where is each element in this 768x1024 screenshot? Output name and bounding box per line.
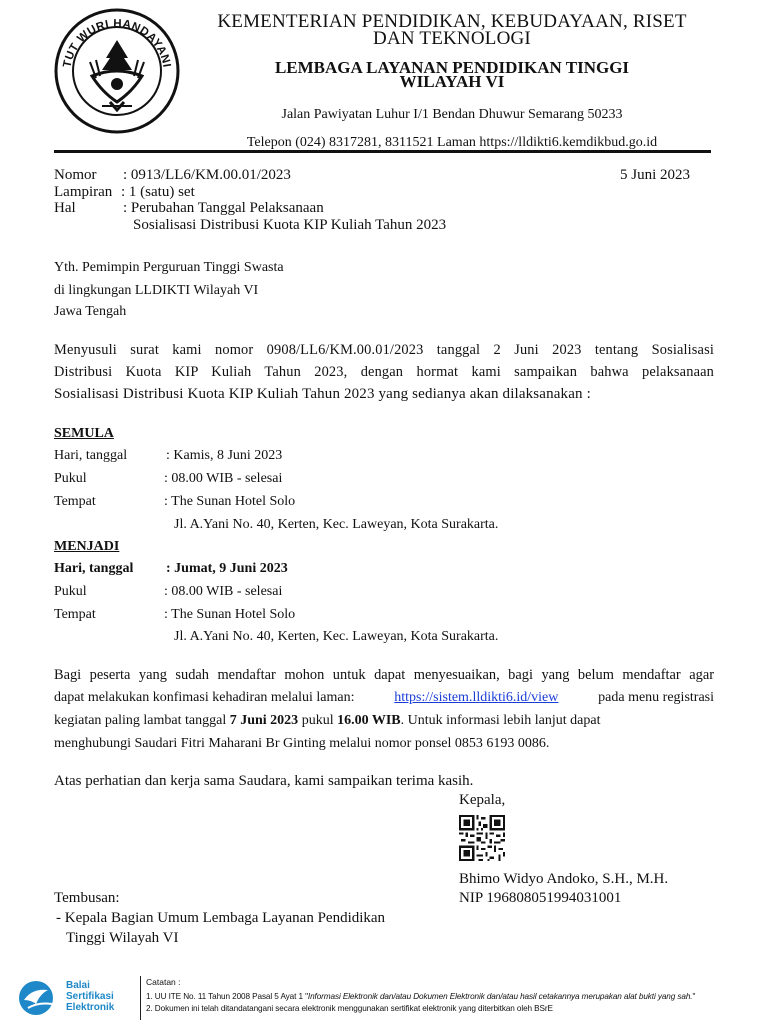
bsre-name-line2: Sertifikasi [66, 991, 114, 1002]
notice-line2 [54, 690, 714, 706]
semula-heading: SEMULA [54, 426, 114, 441]
nomor-value: : 0913/LL6/KM.00.01/2023 [123, 167, 291, 183]
signatory-title: Kepala, [459, 792, 506, 808]
notice-line1: Bagi peserta yang sudah mendaftar mohon untuk dapat menyesuaikan, bagi yang belum mendaftar agar [54, 667, 714, 683]
hal-value-line2: Sosialisasi Distribusi Kuota KIP Kuliah Tahun 2023 [133, 217, 447, 233]
signatory-name: Bhimo Widyo Andoko, S.H., M.H. [459, 871, 669, 887]
catatan-label: Catatan : [146, 977, 181, 987]
menjadi-tempat-address: Jl. A.Yani No. 40, Kerten, Kec. Laweyan, Kota Surakarta. [174, 629, 499, 644]
tembusan-line1: - Kepala Bagian Umum Lembaga Layanan Pendidikan [56, 910, 386, 926]
semula-pukul-value: : 08.00 WIB - selesai [164, 471, 283, 486]
footer-note1-post: " [692, 992, 696, 1001]
bsre-name-line3: Elektronik [66, 1002, 115, 1013]
menjadi-heading: MENJADI [54, 539, 120, 554]
menjadi-tempat-value: : The Sunan Hotel Solo [164, 607, 296, 622]
registration-link[interactable]: https://sistem.lldikti6.id/view [394, 690, 559, 705]
recipient-line3: Jawa Tengah [54, 304, 127, 319]
agency-name-line1: LEMBAGA LAYANAN PENDIDIKAN TINGGI [274, 58, 630, 77]
lampiran-label: Lampiran [54, 184, 113, 200]
semula-hari-value: : Kamis, 8 Juni 2023 [166, 448, 283, 463]
footer-note1-italic: Informasi Elektronik dan/atau Dokumen Elektronik dan/atau hasil cetakannya merupakan alat bukti yang sah. [307, 992, 693, 1001]
lampiran-value: : 1 (satu) set [121, 184, 195, 200]
menjadi-hari-label: Hari, tanggal [54, 561, 134, 576]
tut-wuri-handayani-logo [52, 6, 182, 136]
hal-label: Hal [54, 200, 76, 216]
menjadi-pukul-label: Pukul [54, 584, 87, 599]
notice-line3-post: . Untuk informasi lebih lanjut dapat [400, 713, 601, 728]
semula-hari-label: Hari, tanggal [54, 448, 128, 463]
menjadi-hari-value: : Jumat, 9 Juni 2023 [166, 561, 288, 576]
ministry-name-line2: DAN TEKNOLOGI [373, 28, 531, 49]
deadline-time: 16.00 WIB [337, 713, 401, 728]
deadline-date: 7 Juni 2023 [229, 713, 299, 728]
signature-qr-code [459, 815, 505, 861]
notice-line3-pre: kegiatan paling lambat tanggal [54, 713, 227, 728]
notice-line2-pre: dapat melakukan konfimasi kehadiran melalui laman: [54, 690, 355, 705]
notice-line4: menghubungi Saudari Fitri Maharani Br Ginting melalui nomor ponsel 0853 6193 0086. [54, 736, 550, 751]
bsre-name-line1: Balai [66, 980, 90, 991]
intro-line3: Sosialisasi Distribusi Kuota KIP Kuliah Tahun 2023 yang sedianya akan dilaksanakan : [54, 386, 591, 402]
tembusan-line2: Tinggi Wilayah VI [66, 930, 179, 946]
intro-line1: Menyusuli surat kami nomor 0908/LL6/KM.00.01/2023 tanggal 2 Juni 2023 tentang Sosialisasi [54, 342, 714, 358]
closing-text: Atas perhatian dan kerja sama Saudara, kami sampaikan terima kasih. [54, 773, 474, 789]
agency-name-line2: WILAYAH VI [399, 72, 505, 91]
letter-date: 5 Juni 2023 [620, 167, 691, 183]
notice-line2-post: pada menu registrasi [598, 690, 714, 705]
recipient-line2: di lingkungan LLDIKTI Wilayah VI [54, 283, 259, 298]
footer-note1 [146, 992, 695, 1001]
menjadi-pukul-value: : 08.00 WIB - selesai [164, 584, 283, 599]
semula-pukul-label: Pukul [54, 471, 87, 486]
hal-value-line1: : Perubahan Tanggal Pelaksanaan [123, 200, 324, 216]
intro-line2: Distribusi Kuota KIP Kuliah Tahun 2023, dengan hormat kami sampaikan bahwa pelaksanaan [54, 364, 714, 380]
semula-tempat-address: Jl. A.Yani No. 40, Kerten, Kec. Laweyan, Kota Surakarta. [174, 517, 499, 532]
semula-tempat-value: : The Sunan Hotel Solo [164, 494, 296, 509]
semula-tempat-label: Tempat [54, 494, 96, 509]
footer-note1-pre: 1. UU ITE No. 11 Tahun 2008 Pasal 5 Ayat 1 " [146, 992, 308, 1001]
nomor-label: Nomor [54, 167, 97, 183]
signatory-nip: NIP 196808051994031001 [459, 890, 622, 906]
recipient-line1: Yth. Pemimpin Perguruan Tinggi Swasta [54, 260, 284, 275]
menjadi-tempat-label: Tempat [54, 607, 96, 622]
letterhead-divider [54, 150, 711, 153]
bsre-logo-icon [14, 978, 62, 1018]
footer-note2: 2. Dokumen ini telah ditandatangani secara elektronik menggunakan sertifikat elektronik yang diterbitkan oleh BSrE [146, 1004, 553, 1013]
logo-motto: TUT WURI HANDAYANI [61, 17, 173, 69]
tembusan-label: Tembusan: [54, 890, 120, 906]
footer-divider [140, 976, 141, 1020]
agency-address: Jalan Pawiyatan Luhur I/1 Bendan Dhuwur Semarang 50233 [281, 107, 623, 122]
agency-contact: Telepon (024) 8317281, 8311521 Laman https://lldikti6.kemdikbud.go.id [246, 135, 658, 150]
notice-line3 [54, 713, 714, 729]
ministry-name-line1: KEMENTERIAN PENDIDIKAN, KEBUDAYAAN, RISET [217, 11, 687, 32]
notice-line3-mid: pukul [301, 713, 334, 728]
